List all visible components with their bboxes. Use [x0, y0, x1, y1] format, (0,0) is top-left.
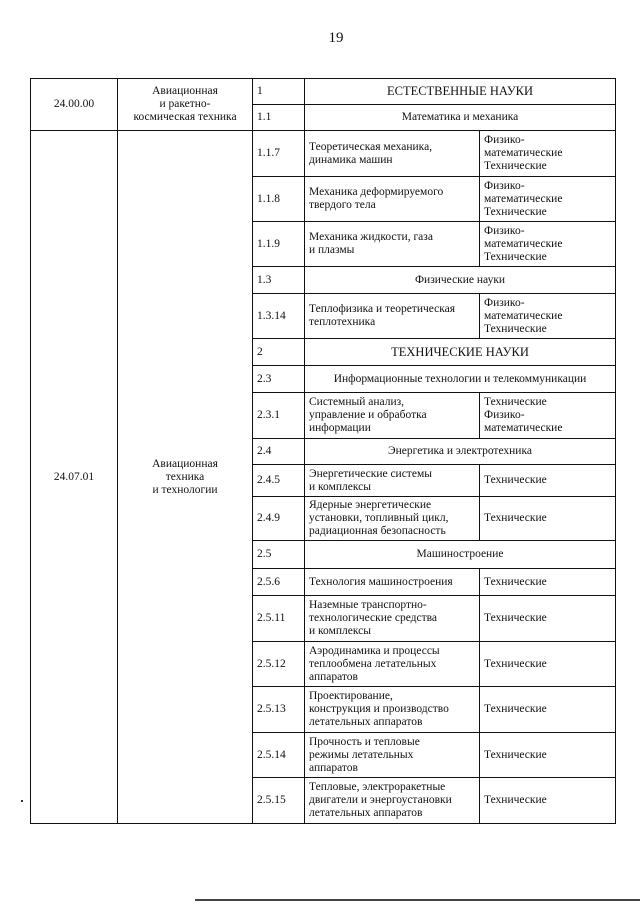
- scientific-field: Системный анализ, управление и обработка информации: [305, 393, 480, 439]
- scientific-field: Теплофизика и теоретическая теплотехника: [305, 294, 480, 339]
- sciences-branch: Технические: [480, 642, 616, 687]
- row-number: 1.1.9: [253, 222, 305, 267]
- subsection-title: Машиностроение: [305, 541, 616, 569]
- row-number: 1.1.8: [253, 177, 305, 222]
- sciences-branch: Технические: [480, 569, 616, 596]
- subsection-title: Энергетика и электротехника: [305, 439, 616, 465]
- specialties-table-body: [31, 79, 616, 824]
- scientific-field: Теоретическая механика, динамика машин: [305, 131, 480, 177]
- specialties-table: [30, 78, 616, 824]
- row-number: 2.5.12: [253, 642, 305, 687]
- row-number: 2.5.14: [253, 733, 305, 778]
- scientific-field: Механика жидкости, газа и плазмы: [305, 222, 480, 267]
- subsection-title: Физические науки: [305, 267, 616, 294]
- row-number: 1: [253, 79, 305, 105]
- sciences-branch: Физико- математические Технические: [480, 222, 616, 267]
- row-number: 2: [253, 339, 305, 366]
- row-number: 1.1: [253, 105, 305, 131]
- scientific-field: Тепловые, электроракетные двигатели и энергоустановки летательных аппаратов: [305, 778, 480, 824]
- row-number: 2.5.15: [253, 778, 305, 824]
- row-number: 2.5.11: [253, 596, 305, 642]
- specialty-code: 24.07.01: [31, 131, 118, 824]
- row-number: 1.1.7: [253, 131, 305, 177]
- row-number: 2.5.6: [253, 569, 305, 596]
- sciences-branch: Физико- математические Технические: [480, 131, 616, 177]
- row-number: 2.4: [253, 439, 305, 465]
- scan-speck: [21, 800, 23, 802]
- row-number: 2.5.13: [253, 687, 305, 733]
- table-row: [31, 79, 616, 105]
- subsection-title: Математика и механика: [305, 105, 616, 131]
- sciences-branch: Технические Физико- математические: [480, 393, 616, 439]
- sciences-branch: Физико- математические Технические: [480, 177, 616, 222]
- page-number: 19: [328, 30, 344, 46]
- sciences-branch: Технические: [480, 687, 616, 733]
- sciences-branch: Технические: [480, 733, 616, 778]
- scientific-field: Энергетические системы и комплексы: [305, 465, 480, 497]
- table-row: [31, 131, 616, 177]
- specialty-name: Авиационная и ракетно- космическая техника: [118, 79, 253, 131]
- scientific-field: Технология машиностроения: [305, 569, 480, 596]
- row-number: 2.3: [253, 366, 305, 393]
- row-number: 2.5: [253, 541, 305, 569]
- scientific-field: Механика деформируемого твердого тела: [305, 177, 480, 222]
- sciences-branch: Физико- математические Технические: [480, 294, 616, 339]
- sciences-branch: Технические: [480, 465, 616, 497]
- scan-edge-line: [195, 899, 640, 901]
- scientific-field: Наземные транспортно- технологические средства и комплексы: [305, 596, 480, 642]
- row-number: 2.4.9: [253, 497, 305, 541]
- sciences-branch: Технические: [480, 778, 616, 824]
- row-number: 2.4.5: [253, 465, 305, 497]
- row-number: 1.3: [253, 267, 305, 294]
- scientific-field: Прочность и тепловые режимы летательных аппаратов: [305, 733, 480, 778]
- row-number: 1.3.14: [253, 294, 305, 339]
- sciences-branch: Технические: [480, 497, 616, 541]
- row-number: 2.3.1: [253, 393, 305, 439]
- specialty-code: 24.00.00: [31, 79, 118, 131]
- scientific-field: Ядерные энергетические установки, топливный цикл, радиационная безопасность: [305, 497, 480, 541]
- specialty-name: Авиационная техника и технологии: [118, 131, 253, 824]
- subsection-title: Информационные технологии и телекоммуникации: [305, 366, 616, 393]
- scientific-field: Аэродинамика и процессы теплообмена летательных аппаратов: [305, 642, 480, 687]
- sciences-branch: Технические: [480, 596, 616, 642]
- section-title: ТЕХНИЧЕСКИЕ НАУКИ: [305, 339, 616, 366]
- scientific-field: Проектирование, конструкция и производство летательных аппаратов: [305, 687, 480, 733]
- section-title: ЕСТЕСТВЕННЫЕ НАУКИ: [305, 79, 616, 105]
